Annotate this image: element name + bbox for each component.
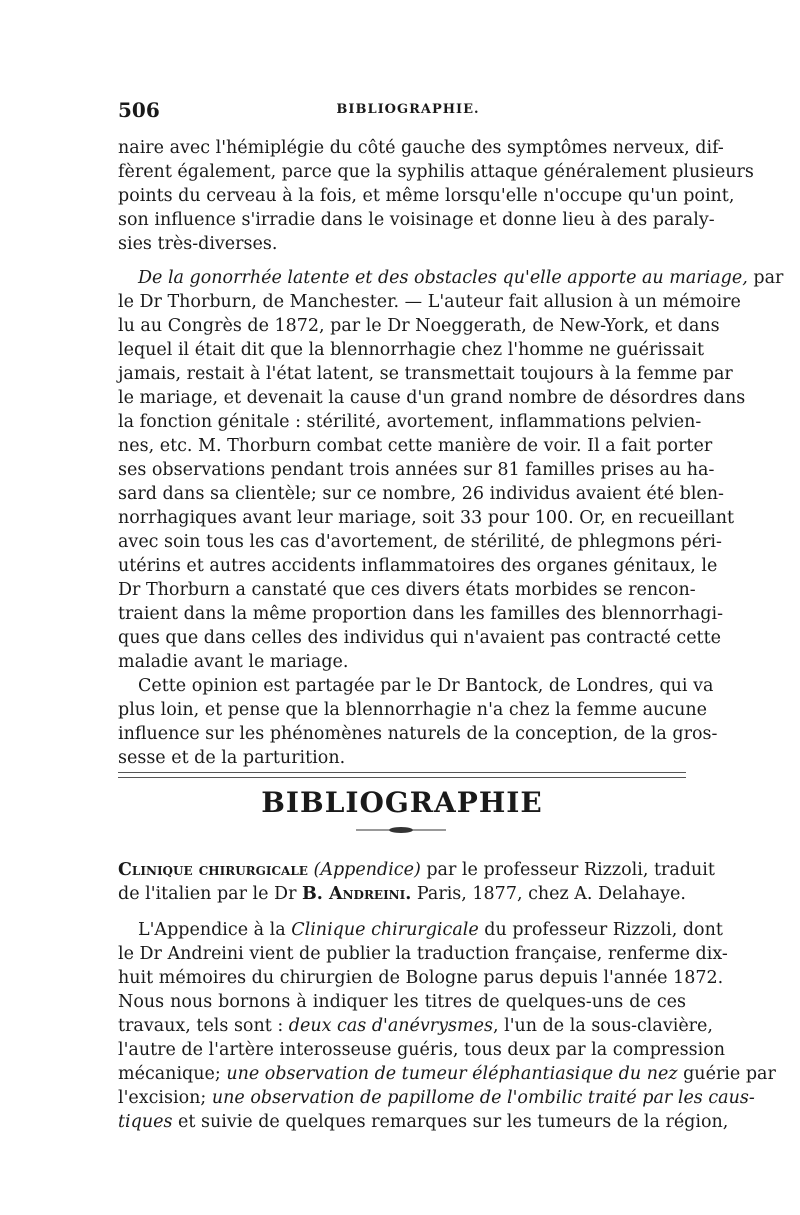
text-line: sesse et de la parturition. [118,748,346,768]
text-line: traient dans la même proportion dans les familles des blennorrhagi- [118,604,723,624]
article-title: De la gonorrhée latente et des obstacles qu'elle apporte au mariage, [138,268,748,288]
text-span: l'excision; [118,1088,212,1108]
entry-translator-label: de l'italien par le Dr [118,884,303,904]
text-line: fèrent également, parce que la syphilis attaque généralement plusieurs [118,162,754,182]
italic-span: deux cas d'anévrysmes [288,1016,493,1036]
italic-span: Clinique chirurgicale [291,920,479,940]
entry-publication-line [118,882,686,906]
text-line: plus loin, et pense que la blennorrhagie n'a chez la femme aucune [118,700,708,720]
text-line [118,1062,776,1086]
text-line: utérins et autres accidents inflammatoires des organes génitaux, le [118,556,718,576]
text-line: Cette opinion est partagée par le Dr Bantock, de Londres, qui va [138,676,714,696]
text-line: l'autre de l'artère interosseuse guéris, tous deux par la compression [118,1040,725,1060]
text-line: maladie avant le mariage. [118,652,349,672]
text-line [118,1110,729,1134]
text-line: points du cerveau à la fois, et même lorsqu'elle n'occupe qu'un point, [118,186,735,206]
text-span: mécanique; [118,1064,227,1084]
text-line: Dr Thorburn a canstaté que ces divers états morbides se rencon- [118,580,696,600]
book-subtitle: (Appendice) [307,860,421,880]
entry-author: par le professeur Rizzoli, traduit [420,860,715,880]
text-line: le Dr Andreini vient de publier la traduction française, renferme dix- [118,944,728,964]
text-line: le Dr Thorburn, de Manchester. — L'auteur fait allusion à un mémoire [118,292,741,312]
page-number: 506 [118,98,160,122]
article-title-tail: par [747,268,784,288]
text-line: naire avec l'hémiplégie du côté gauche des symptômes nerveux, dif- [118,138,724,158]
text-span: travaux, tels sont : [118,1016,289,1036]
text-line [138,918,723,942]
text-line: ques que dans celles des individus qui n'avaient pas contracté cette [118,628,721,648]
text-line: lequel il était dit que la blennorrhagie chez l'homme ne guérissait [118,340,705,360]
running-head: BIBLIOGRAPHIE. [336,102,480,117]
text-line: le mariage, et devenait la cause d'un grand nombre de désordres dans [118,388,746,408]
italic-span: une observation de tumeur éléphantiasique du nez [226,1064,678,1084]
text-line: Nous nous bornons à indiquer les titres de quelques-uns de ces [118,992,686,1012]
text-line: influence sur les phénomènes naturels de la conception, de la gros- [118,724,718,744]
text-span: , l'un de la sous-clavière, [492,1016,713,1036]
entry-translator: B. Andreini. [302,884,412,904]
article-title-line [138,266,784,290]
text-line: jamais, restait à l'état latent, se transmettait toujours à la femme par [118,364,733,384]
section-title: BIBLIOGRAPHIE [261,786,543,819]
text-line: huit mémoires du chirurgien de Bologne parus depuis l'année 1872. [118,968,724,988]
text-span: guérie par [677,1064,776,1084]
text-line: sies très-diverses. [118,234,278,254]
italic-span: tiques [118,1112,173,1132]
text-line: avec soin tous les cas d'avortement, de stérilité, de phlegmons péri- [118,532,722,552]
text-line [118,1014,713,1038]
entry-imprint: Paris, 1877, chez A. Delahaye. [411,884,686,904]
page-header [118,98,698,126]
text-line: son influence s'irradie dans le voisinage et donne lieu à des paraly- [118,210,715,230]
text-line: la fonction génitale : stérilité, avortement, inflammations pelvien- [118,412,702,432]
text-line [118,1086,755,1110]
entry-title-line [118,858,715,882]
text-line: sard dans sa clientèle; sur ce nombre, 26 individus avaient été blen- [118,484,724,504]
text-span: L'Appendice à la [138,920,292,940]
text-span: et suivie de quelques remarques sur les tumeurs de la région, [172,1112,729,1132]
book-title: Clinique chirurgicale [118,860,308,880]
ornament-divider [356,826,446,834]
text-line: ses observations pendant trois années sur 81 familles prises au ha- [118,460,715,480]
double-rule-divider [118,772,686,778]
text-line: lu au Congrès de 1872, par le Dr Noeggerath, de New-York, et dans [118,316,720,336]
text-line: norrhagiques avant leur mariage, soit 33 pour 100. Or, en recueillant [118,508,735,528]
italic-span: une observation de papillome de l'ombilic traité par les caus- [211,1088,755,1108]
text-span: du professeur Rizzoli, dont [478,920,723,940]
text-line: nes, etc. M. Thorburn combat cette manière de voir. Il a fait porter [118,436,713,456]
